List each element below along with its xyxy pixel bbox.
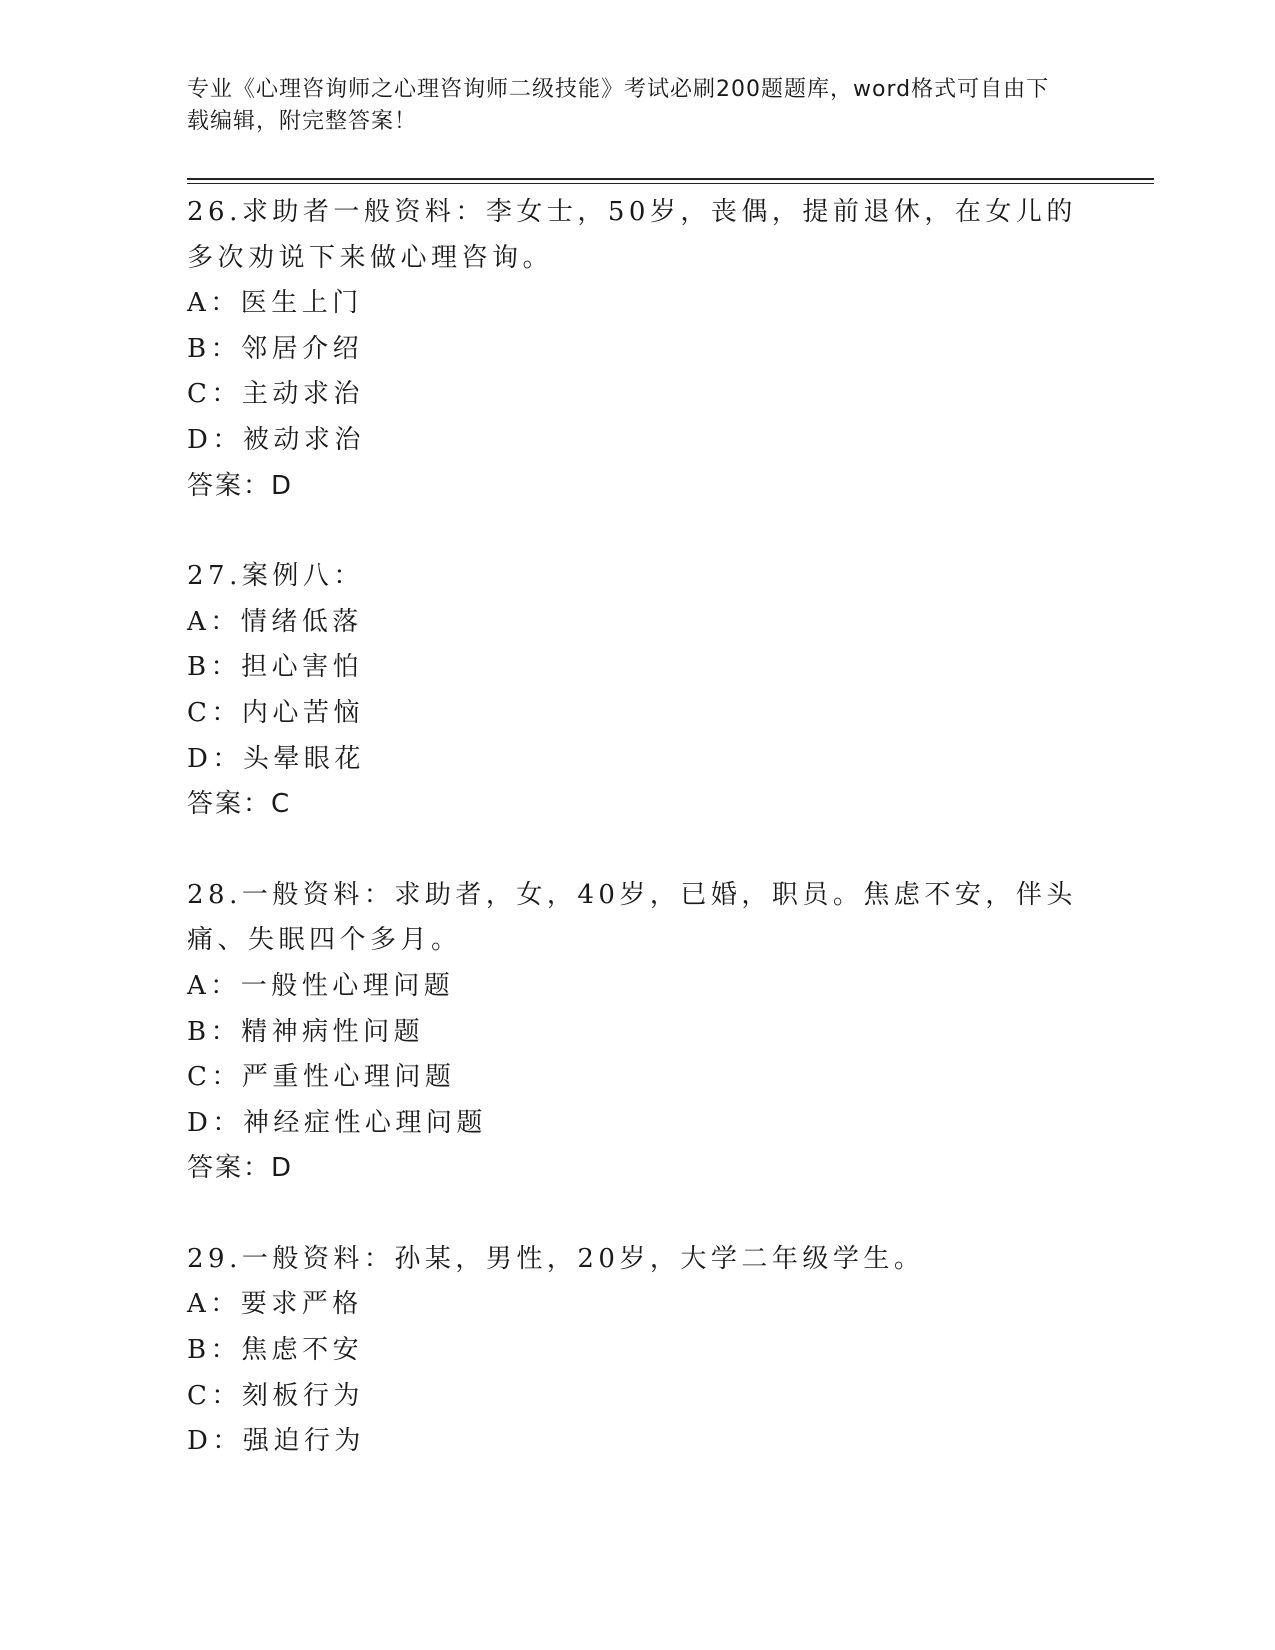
question-spacer: [187, 1192, 1087, 1237]
question-29: [187, 1237, 1087, 1465]
option-a: A：医生上门: [187, 288, 363, 319]
answer-text: 答案：C: [187, 789, 292, 820]
option-a: A：一般性心理问题: [187, 970, 455, 1001]
option-d: D：神经症性心理问题: [187, 1107, 487, 1138]
option-a: A：情绪低落: [187, 606, 363, 637]
option-d: D：被动求治: [187, 424, 365, 455]
question-26: [187, 190, 1087, 509]
document-header: 专业《心理咨询师之心理咨询师二级技能》考试必刷200题题库，word格式可自由下载编辑，附完整答案！: [187, 77, 1050, 134]
question-spacer: [187, 828, 1087, 873]
option-a: A：要求严格: [187, 1289, 363, 1320]
question-stem: 27.案例八：: [187, 561, 364, 592]
option-b: B：精神病性问题: [187, 1016, 425, 1047]
option-c: C：刻板行为: [187, 1380, 364, 1411]
answer-text: 答案：D: [187, 1153, 294, 1184]
option-d: D：头晕眼花: [187, 743, 365, 774]
question-spacer: [187, 509, 1087, 554]
question-stem: 28.一般资料：求助者，女，40岁，已婚，职员。焦虑不安，伴头痛、失眠四个多月。: [187, 879, 1077, 956]
option-c: C：内心苦恼: [187, 697, 364, 728]
question-list: [187, 190, 1087, 1465]
option-b: B：邻居介绍: [187, 333, 364, 364]
question-28: [187, 873, 1087, 1192]
option-d: D：强迫行为: [187, 1426, 365, 1457]
option-b: B：焦虑不安: [187, 1335, 364, 1366]
option-c: C：严重性心理问题: [187, 1062, 456, 1093]
question-27: [187, 554, 1087, 828]
option-b: B：担心害怕: [187, 652, 364, 683]
answer-text: 答案：D: [187, 470, 294, 501]
question-stem: 29.一般资料：孙某，男性，20岁，大学二年级学生。: [187, 1243, 925, 1274]
header-divider-thin: [187, 183, 1154, 184]
header-divider-thick: [187, 178, 1154, 180]
option-c: C：主动求治: [187, 379, 364, 410]
question-stem: 26.求助者一般资料：李女士，50岁，丧偶，提前退休，在女儿的多次劝说下来做心理咨询。: [187, 197, 1077, 273]
